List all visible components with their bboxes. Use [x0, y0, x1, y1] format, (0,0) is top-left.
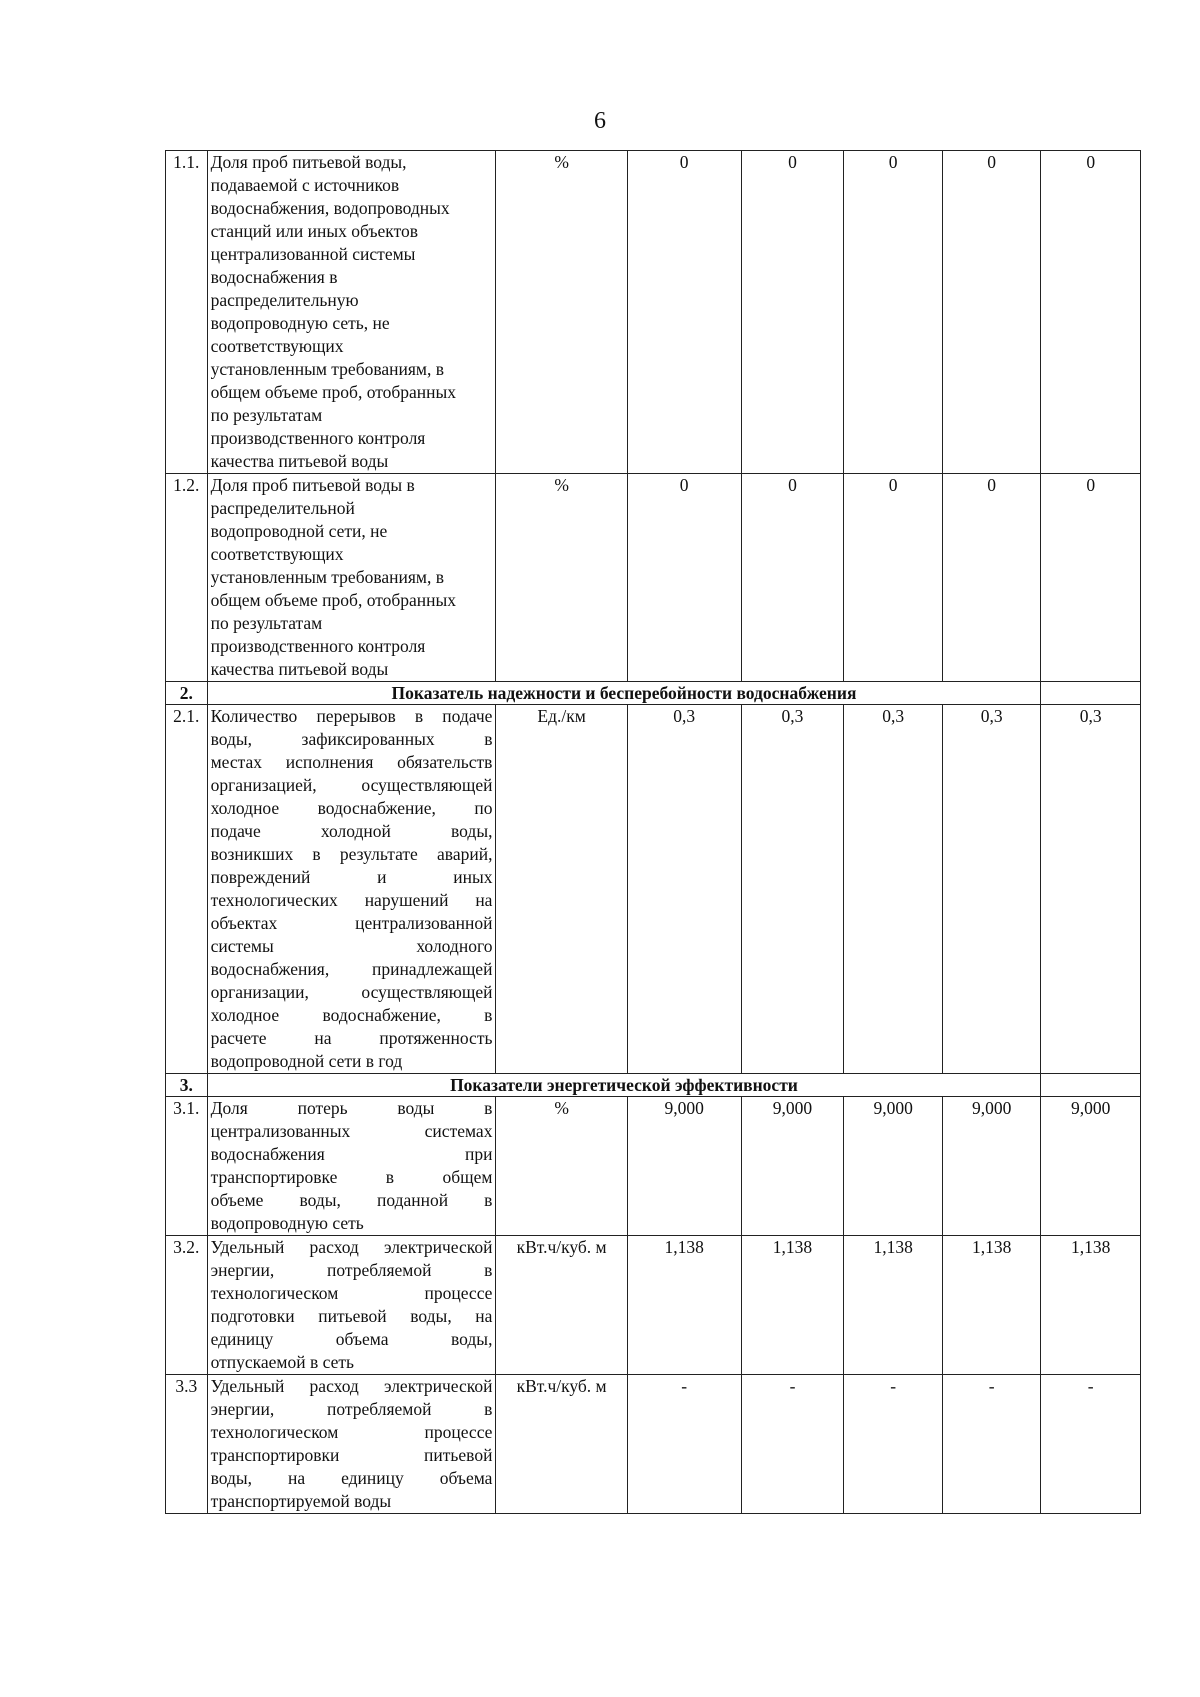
- description-line: по результатам: [210, 405, 323, 425]
- description-line: качества питьевой воды: [210, 659, 389, 679]
- description-line: возникших в результате аварий,: [210, 844, 493, 864]
- value-cell: 1,138: [741, 1236, 844, 1375]
- indicator-row: [166, 474, 1141, 682]
- value-cell: 9,000: [741, 1097, 844, 1236]
- description-line: водопроводную сеть: [210, 1213, 364, 1233]
- description-line: объеме воды, поданной в: [210, 1190, 493, 1210]
- value-cell: 0: [1041, 474, 1141, 682]
- value-cell: -: [627, 1375, 741, 1514]
- description-line: подготовки питьевой воды, на: [210, 1306, 493, 1326]
- unit-cell: Ед./км: [496, 705, 627, 1074]
- description-line: отпускаемой в сеть: [210, 1352, 354, 1372]
- value-cell: -: [741, 1375, 844, 1514]
- description-line: водопроводную сеть, не: [210, 313, 390, 333]
- description-line: энергии, потребляемой в: [210, 1399, 493, 1419]
- description-line: холодное водоснабжение, в: [210, 1005, 493, 1025]
- page-number: 6: [594, 108, 606, 134]
- description-line: повреждений и иных: [210, 867, 493, 887]
- description-line: водоснабжения, водопроводных: [210, 198, 450, 218]
- value-cell: 0: [741, 474, 844, 682]
- description-line: подаваемой с источников: [210, 175, 400, 195]
- description-line: централизованной системы: [210, 244, 416, 264]
- description-line: организации, осуществляющей: [210, 982, 493, 1002]
- description-line: общем объеме проб, отобранных: [210, 382, 457, 402]
- description-line: технологическом процессе: [210, 1422, 493, 1442]
- description-line: транспортируемой воды: [210, 1491, 392, 1511]
- description-line: организацией, осуществляющей: [210, 775, 493, 795]
- value-cell: 1,138: [1041, 1236, 1141, 1375]
- value-cell: 0: [942, 151, 1040, 474]
- description-line: водоснабжения в: [210, 267, 338, 287]
- description-line: Доля проб питьевой воды,: [210, 152, 407, 172]
- description-line: энергии, потребляемой в: [210, 1260, 493, 1280]
- value-cell: 0,3: [741, 705, 844, 1074]
- description-line: установленным требованиям, в: [210, 567, 445, 587]
- value-cell: 0: [627, 151, 741, 474]
- indicator-row: [166, 151, 1141, 474]
- description-line: подаче холодной воды,: [210, 821, 493, 841]
- value-cell: 9,000: [844, 1097, 942, 1236]
- indicator-number: 2.1.: [166, 705, 208, 1074]
- value-cell: -: [942, 1375, 1040, 1514]
- section-empty-cell: [1041, 682, 1141, 705]
- description-line: централизованных системах: [210, 1121, 493, 1141]
- unit-cell: %: [496, 474, 627, 682]
- description-line: водоснабжения при: [210, 1144, 493, 1164]
- indicator-number: 1.1.: [166, 151, 208, 474]
- value-cell: 1,138: [844, 1236, 942, 1375]
- unit-cell: %: [496, 151, 627, 474]
- description-line: распределительную: [210, 290, 359, 310]
- indicator-number: 3.1.: [166, 1097, 208, 1236]
- value-cell: 0,3: [1041, 705, 1141, 1074]
- description-line: воды, на единицу объема: [210, 1468, 493, 1488]
- value-cell: 9,000: [1041, 1097, 1141, 1236]
- value-cell: 0,3: [942, 705, 1040, 1074]
- description-line: качества питьевой воды: [210, 451, 389, 471]
- indicator-row: [166, 705, 1141, 1074]
- description-line: расчете на протяженность: [210, 1028, 493, 1048]
- value-cell: -: [1041, 1375, 1141, 1514]
- description-line: водопроводной сети в год: [210, 1051, 403, 1071]
- description-line: Удельный расход электрической: [210, 1376, 493, 1396]
- indicator-description: [207, 1236, 496, 1375]
- indicator-description: [207, 474, 496, 682]
- indicator-description: [207, 1097, 496, 1236]
- value-cell: 0,3: [844, 705, 942, 1074]
- section-empty-cell: [1041, 1074, 1141, 1097]
- description-line: воды, зафиксированных в: [210, 729, 493, 749]
- indicators-table-body: [166, 151, 1141, 1514]
- indicator-description: [207, 705, 496, 1074]
- value-cell: 0,3: [627, 705, 741, 1074]
- description-line: водопроводной сети, не: [210, 521, 388, 541]
- value-cell: 0: [741, 151, 844, 474]
- description-line: транспортировки питьевой: [210, 1445, 493, 1465]
- description-line: Количество перерывов в подаче: [210, 706, 493, 726]
- description-line: Доля проб питьевой воды в: [210, 475, 415, 495]
- description-line: холодное водоснабжение, по: [210, 798, 493, 818]
- indicators-table: [165, 150, 1141, 1514]
- description-line: распределительной: [210, 498, 355, 518]
- description-line: технологическом процессе: [210, 1283, 493, 1303]
- section-title: Показатель надежности и бесперебойности водоснабжения: [207, 682, 1041, 705]
- indicator-row: [166, 1097, 1141, 1236]
- indicator-number: 1.2.: [166, 474, 208, 682]
- indicator-row: [166, 1236, 1141, 1375]
- description-line: станций или иных объектов: [210, 221, 418, 241]
- description-line: соответствующих: [210, 544, 344, 564]
- value-cell: 0: [844, 474, 942, 682]
- unit-cell: %: [496, 1097, 627, 1236]
- description-line: соответствующих: [210, 336, 344, 356]
- unit-cell: кВт.ч/куб. м: [496, 1375, 627, 1514]
- description-line: Доля потерь воды в: [210, 1098, 493, 1118]
- description-line: по результатам: [210, 613, 323, 633]
- description-line: установленным требованиям, в: [210, 359, 445, 379]
- description-line: технологических нарушений на: [210, 890, 493, 910]
- description-line: Удельный расход электрической: [210, 1237, 493, 1257]
- description-line: единицу объема воды,: [210, 1329, 493, 1349]
- indicator-description: [207, 1375, 496, 1514]
- value-cell: 9,000: [627, 1097, 741, 1236]
- description-line: общем объеме проб, отобранных: [210, 590, 457, 610]
- value-cell: -: [844, 1375, 942, 1514]
- value-cell: 1,138: [942, 1236, 1040, 1375]
- indicator-number: 3.2.: [166, 1236, 208, 1375]
- description-line: транспортировке в общем: [210, 1167, 493, 1187]
- value-cell: 0: [1041, 151, 1141, 474]
- description-line: объектах централизованной: [210, 913, 493, 933]
- indicator-row: [166, 1375, 1141, 1514]
- description-line: водоснабжения, принадлежащей: [210, 959, 493, 979]
- description-line: производственного контроля: [210, 428, 426, 448]
- value-cell: 0: [844, 151, 942, 474]
- section-row: [166, 682, 1141, 705]
- section-number: 3.: [166, 1074, 208, 1097]
- section-row: [166, 1074, 1141, 1097]
- description-line: местах исполнения обязательств: [210, 752, 493, 772]
- description-line: системы холодного: [210, 936, 493, 956]
- section-number: 2.: [166, 682, 208, 705]
- value-cell: 9,000: [942, 1097, 1040, 1236]
- description-line: производственного контроля: [210, 636, 426, 656]
- section-title: Показатели энергетической эффективности: [207, 1074, 1041, 1097]
- value-cell: 0: [627, 474, 741, 682]
- indicator-description: [207, 151, 496, 474]
- unit-cell: кВт.ч/куб. м: [496, 1236, 627, 1375]
- value-cell: 1,138: [627, 1236, 741, 1375]
- indicator-number: 3.3: [166, 1375, 208, 1514]
- value-cell: 0: [942, 474, 1040, 682]
